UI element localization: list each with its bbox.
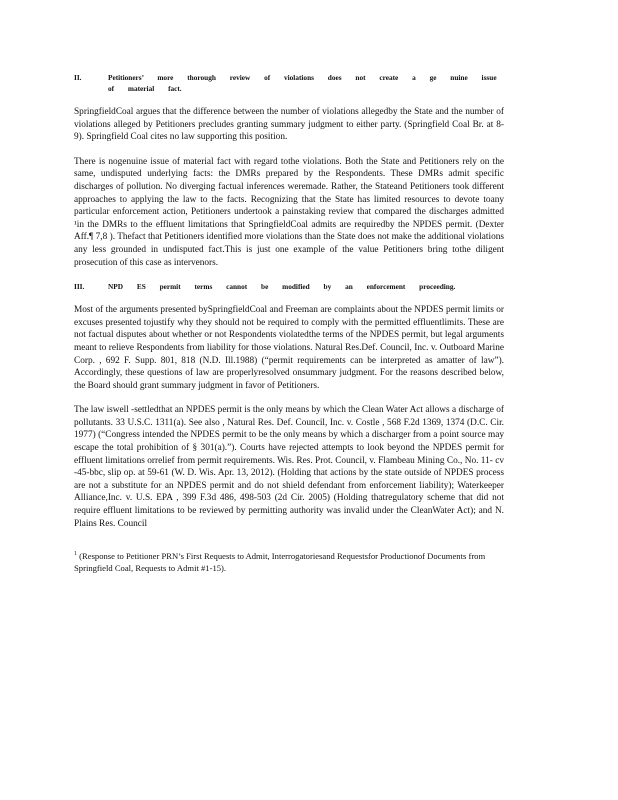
- paragraph-law-well-settled: The law iswell -settledthat an NPDES permit is the only means by which the Clean Water Act allows a discharge of pollutants. 33 U.S.C. 1311(a). See also , Natural Res. Def. Council, Inc. v. Costle , 568 F.2d 1369, 1374 (D.C. Cir. 1977) (“Congress intended the NPDES permit to be the only means by which a discharger from a point source may escape the total prohibition of § 301(a).”). Courts have rejected attempts to look beyond the NPDES permit for effluent limitations orrelief from permit requirements. Wis. Res. Prot. Council, v. Flambeau Mining Co., No. 11- cv -45-bbc, slip op. at 59-61 (W. D. Wis. Apr. 13, 2012). (Holding that actions by the state outside of NPDES process are not a substitute for an NPDES permit and do not shield defendant from enforcement liability); Waterkeeper Alliance,Inc. v. U.S. EPA , 399 F.3d 486, 498-503 (2d Cir. 2005) (Holding thatregulatory scheme that did not require effluent limitations to be reviewed by permitting authority was invalid under the CleanWater Act); and N. Plains Res. Council: [74, 405, 504, 529]
- section-iii-number: III.: [74, 282, 85, 292]
- section-ii-title: Petitioners’ more thorough review of violations does not create a ge nuine issue of material fact.: [108, 73, 497, 93]
- paragraph-no-genuine-issue: There is nogenuine issue of material fact with regard tothe violations. Both the State and Petitioners rely on the same, undisputed underlying facts: the DMRs prepared by the Respondents. These DMRs admit specific discharges of pollution. No diverging factual inferences weremade. Rather, the Stateand Petitioners took different approaches to applying the law to the facts. Recognizing that the State has limited resources to devote toany particular enforcement action, Petitioners undertook a painstaking review that compared the discharges admitted ¹in the DMRs to the effluent limitations that SpringfieldCoal admits are requiredby the NPDES permit. (Dexter Aff.¶ 7,8 ). Thefact that Petitioners identified more violations than the State does not make the additional violations any less grounded in undisputed fact.This is just one example of the value Petitioners bring tothe diligent prosecution of this case as intervenors.: [74, 156, 504, 268]
- section-ii-heading: [74, 72, 504, 94]
- section-ii-number: II.: [74, 73, 82, 82]
- paragraph-arguments-presented: Most of the arguments presented bySpringfieldCoal and Freeman are complaints about the NPDES permit limits or excuses presented tojustify why they should not be required to comply with the permitted effluentlimits. These are not factual disputes about whether or not Respondents violatedthe terms of the NPDES permit, but legal arguments meant to relieve Respondents from liability for those violations. Natural Res.Def. Council, Inc. v. Outboard Marine Corp. , 692 F. Supp. 801, 818 (N.D. Ill.1988) (“permit requirements can be interpreted as amatter of law”). Accordingly, these questions of law are properlyresolved onsummary judgment. For the reasons described below, the Board should grant summary judgment in favor of Petitioners.: [74, 305, 504, 391]
- section-iii-title: NPD ES permit terms cannot be modified by an enforcement proceeding.: [108, 282, 456, 292]
- footnote: [74, 548, 504, 574]
- paragraph-springfield-argues: SpringfieldCoal argues that the difference between the number of violations allegedby the State and the number of violations alleged by Petitioners precludes granting summary judgment to either party. (Springfield Coal Br. at 8-9). Springfield Coal cites no law supporting this position.: [74, 107, 504, 143]
- footnote-text: (Response to Petitioner PRN’s First Requests to Admit, Interrogatoriesand Requestsfor Productionof Documents from Springfield Coal, Requests to Admit #1-15).: [74, 551, 486, 574]
- footnote-mark: 1: [74, 551, 77, 558]
- document-page: [74, 72, 504, 574]
- section-iii-heading: [74, 281, 504, 292]
